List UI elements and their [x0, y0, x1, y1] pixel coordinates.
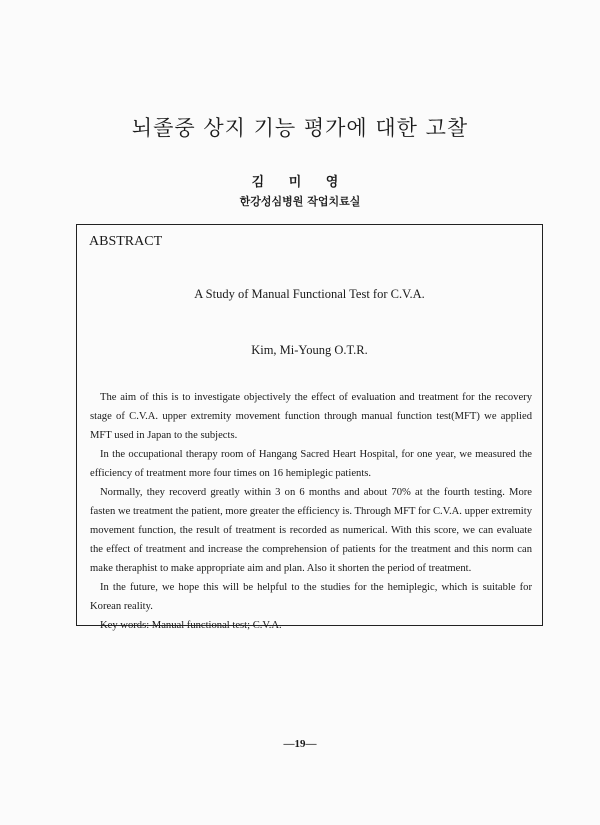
keywords: Key words: Manual functional test; C.V.A. [100, 620, 282, 631]
abstract-paragraph: Normally, they recoverd greatly within 3 on 6 months and about 70% at the fourth testing. More fasten we treatment the patient, more greater the efficiency is. Through MFT for C.V.A. upper extremity movement function, the result of treatment is recorded as numerical. With this score, we can evaluate the effect of treatment and increase the comprehension of patients for the treatment and this norm can make theraphist to make appropriate aim and plan. Also it shorten the period of treatment. [90, 487, 532, 574]
abstract-heading: ABSTRACT [89, 234, 163, 249]
author-affiliation: 한강성심병원 작업치료실 [239, 195, 361, 208]
abstract-paragraph: In the future, we hope this will be helpful to the studies for the hemiplegic, which is suitable for Korean reality. [90, 582, 532, 612]
english-title: A Study of Manual Functional Test for C.V.A. [194, 287, 425, 301]
abstract-box [76, 224, 543, 631]
english-author: Kim, Mi-Young O.T.R. [251, 343, 368, 357]
abstract-body [90, 388, 532, 635]
abstract-paragraph: The aim of this is to investigate objectively the effect of evaluation and treatment for the recovery stage of C.V.A. upper extremity movement function through manual function test(MFT) we applied MFT used in Japan to the subjects. [90, 392, 532, 441]
author-name: 김 미 영 [251, 175, 349, 190]
paper-title: 뇌졸중 상지 기능 평가에 대한 고찰 [131, 116, 469, 140]
page-number: —19— [283, 738, 317, 750]
abstract-paragraph: In the occupational therapy room of Hangang Sacred Heart Hospital, for one year, we measured the efficiency of treatment more four times on 16 hemiplegic patients. [90, 449, 532, 479]
